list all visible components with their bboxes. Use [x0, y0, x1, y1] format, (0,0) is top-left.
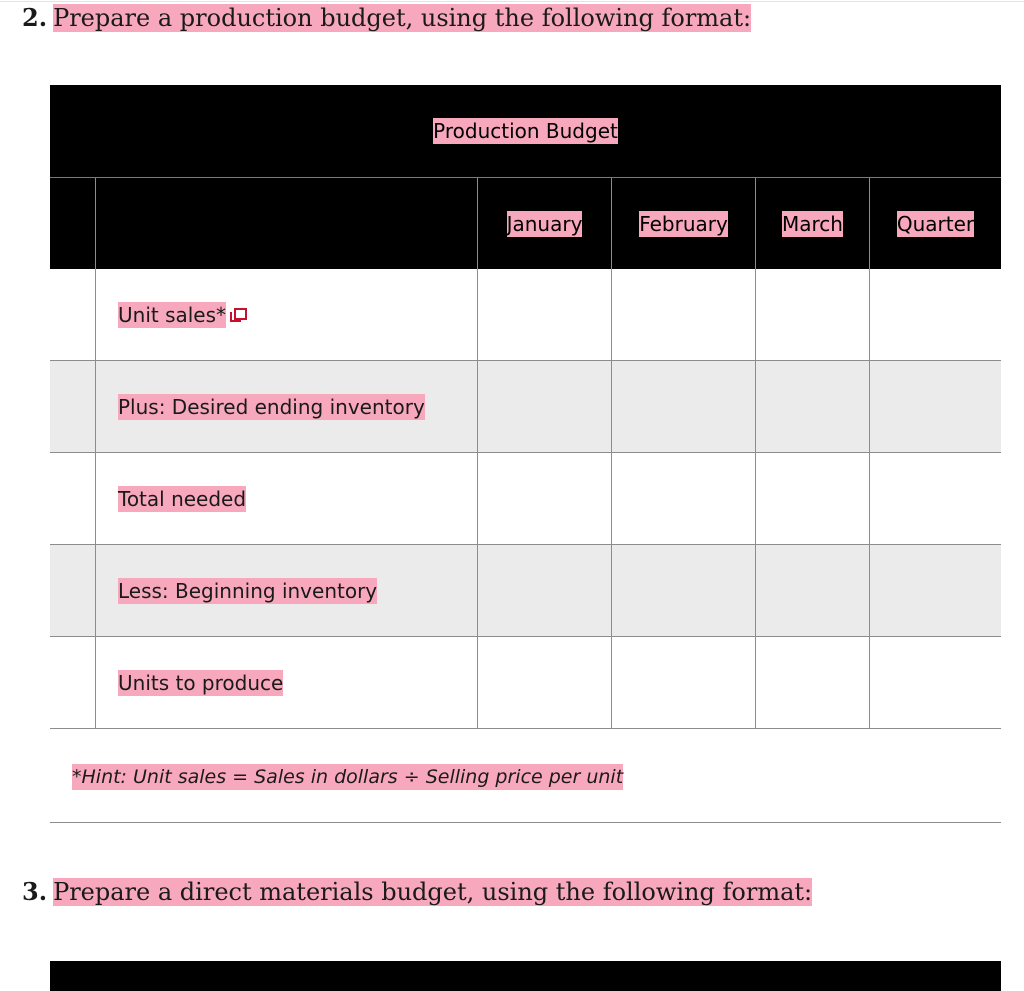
- value-cell-february: [611, 453, 755, 544]
- row-label-desired-ending-inventory: Plus: Desired ending inventory: [118, 394, 425, 419]
- value-cell-quarter: [869, 545, 1001, 636]
- value-cell-march: [755, 269, 869, 360]
- hint-divider: [50, 822, 1001, 823]
- row-label-cell: [95, 545, 477, 636]
- value-cell-january: [477, 637, 611, 728]
- column-header-march: March: [782, 211, 843, 236]
- header-cell-january: [477, 178, 611, 269]
- top-divider: [0, 1, 1024, 2]
- table-header-row: [50, 178, 1001, 269]
- value-cell-february: [611, 545, 755, 636]
- question-3-text: Prepare a direct materials budget, using the following format:: [53, 878, 813, 906]
- value-cell-february: [611, 269, 755, 360]
- header-cell-february: [611, 178, 755, 269]
- value-cell-march: [755, 637, 869, 728]
- value-cell-quarter: [869, 361, 1001, 452]
- value-cell-march: [755, 453, 869, 544]
- row-spacer-cell: [50, 545, 95, 636]
- footnote-link-icon[interactable]: [230, 308, 246, 322]
- table-row: [50, 545, 1001, 637]
- table-row: [50, 637, 1001, 729]
- row-label-cell: [95, 453, 477, 544]
- row-label-beginning-inventory: Less: Beginning inventory: [118, 578, 378, 603]
- table-row: [50, 453, 1001, 545]
- column-header-january: January: [506, 211, 583, 236]
- row-spacer-cell: [50, 637, 95, 728]
- header-cell-quarter: [869, 178, 1001, 269]
- row-label-cell: [95, 361, 477, 452]
- table-row: [50, 361, 1001, 453]
- value-cell-january: [477, 453, 611, 544]
- question-2: [22, 3, 751, 33]
- header-cell-march: [755, 178, 869, 269]
- row-label-units-to-produce: Units to produce: [118, 670, 284, 695]
- hint-text: *Hint: Unit sales = Sales in dollars ÷ Selling price per unit: [72, 766, 624, 788]
- header-cell-blank: [50, 178, 95, 269]
- row-spacer-cell: [50, 453, 95, 544]
- table-title-row: [50, 85, 1001, 178]
- row-label-unit-sales: Unit sales*: [118, 302, 227, 327]
- question-2-number: 2.: [22, 3, 48, 32]
- row-label-total-needed: Total needed: [118, 486, 247, 511]
- value-cell-quarter: [869, 637, 1001, 728]
- table-row: [50, 269, 1001, 361]
- value-cell-march: [755, 545, 869, 636]
- value-cell-february: [611, 361, 755, 452]
- question-3: [22, 877, 812, 907]
- row-spacer-cell: [50, 361, 95, 452]
- question-3-number: 3.: [22, 877, 48, 906]
- direct-materials-table-header: [50, 961, 1001, 991]
- header-cell-label: [95, 178, 477, 269]
- value-cell-february: [611, 637, 755, 728]
- column-header-february: February: [639, 211, 728, 236]
- value-cell-quarter: [869, 453, 1001, 544]
- table-title: Production Budget: [433, 119, 618, 143]
- question-2-text: Prepare a production budget, using the following format:: [53, 4, 752, 32]
- row-label-cell: [95, 269, 477, 360]
- value-cell-quarter: [869, 269, 1001, 360]
- value-cell-march: [755, 361, 869, 452]
- row-spacer-cell: [50, 269, 95, 360]
- row-label-cell: [95, 637, 477, 728]
- value-cell-january: [477, 545, 611, 636]
- value-cell-january: [477, 269, 611, 360]
- column-header-quarter: Quarter: [896, 211, 975, 236]
- value-cell-january: [477, 361, 611, 452]
- production-budget-table: [50, 85, 1001, 729]
